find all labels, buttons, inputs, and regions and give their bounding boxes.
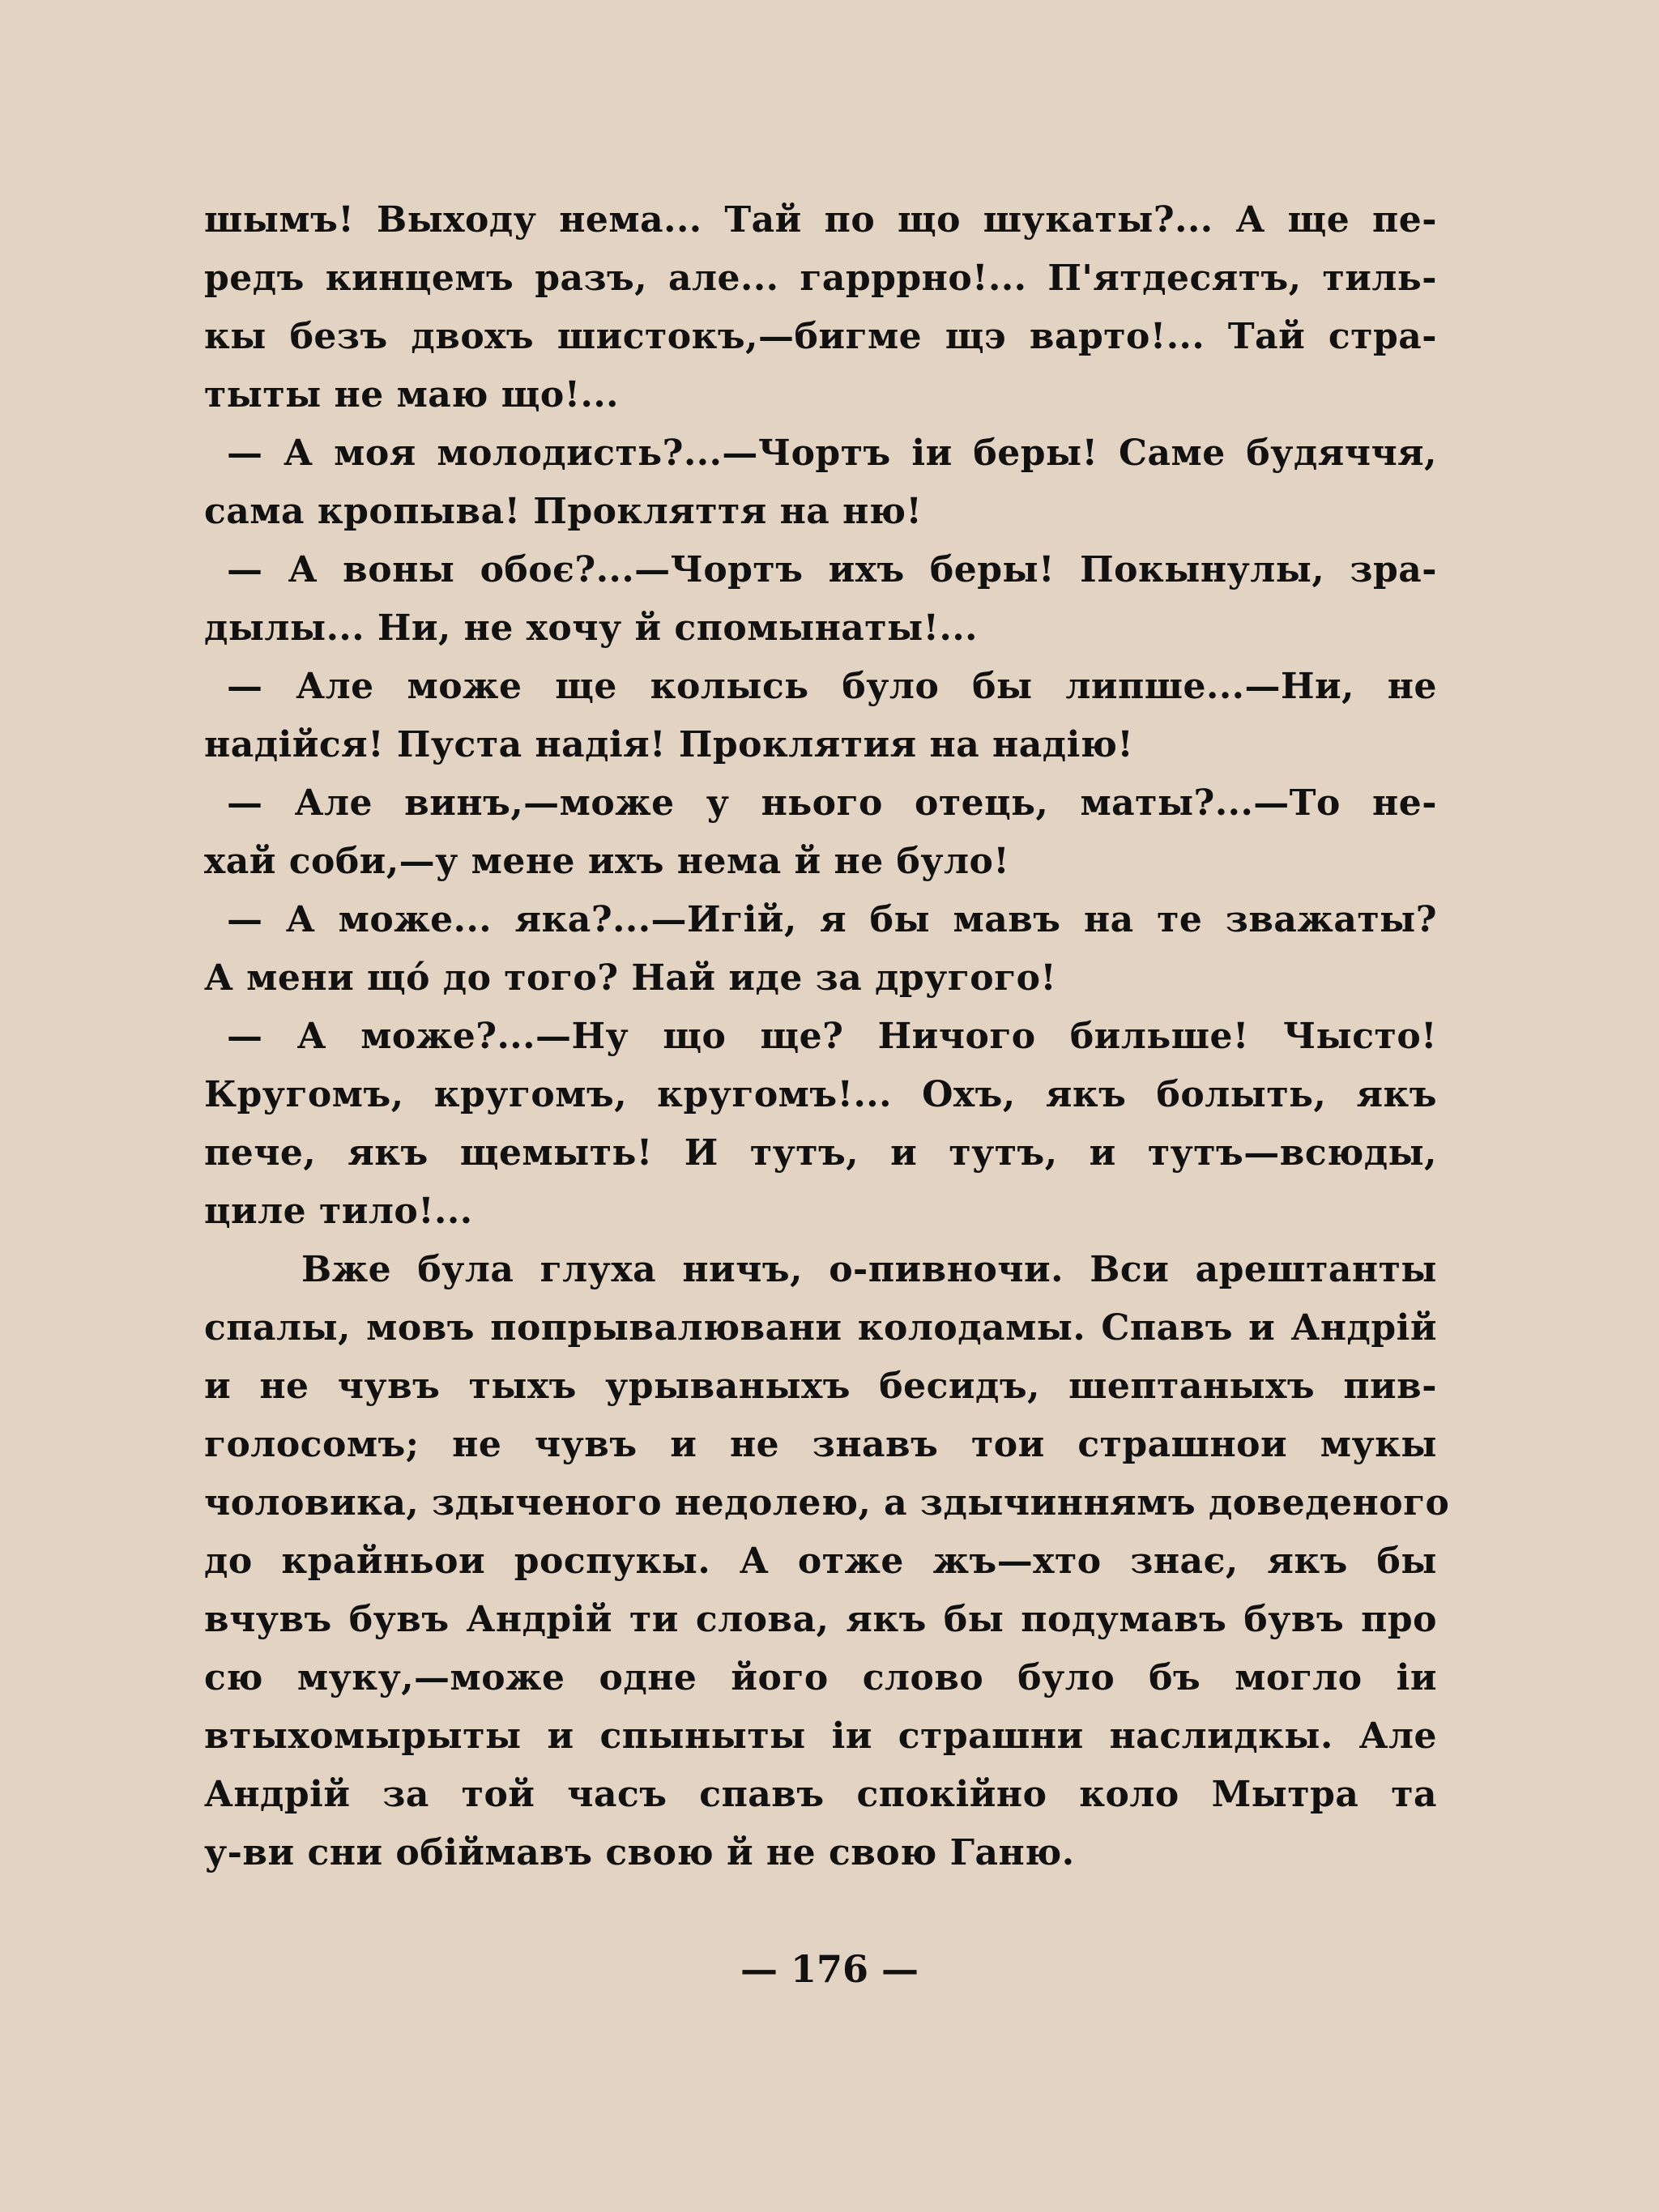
text-line: надійся! Пуста надія! Проклятия на надію! (204, 724, 1134, 765)
text-line: спалы, мовъ попрывалювани колодамы. Спавъ и Андрій (204, 1307, 1437, 1349)
text-line: Кругомъ, кругомъ, кругомъ!... Охъ, якъ болыть, якъ (204, 1074, 1437, 1115)
text-line: чоловика, здыченого недолею, а здычиннямъ доведеного (204, 1482, 1450, 1524)
text-line: тыты не маю що!... (204, 374, 619, 416)
text-line: — А може... яка?...—Игій, я бы мавъ на те зважаты? (227, 899, 1437, 940)
text-line: редъ кинцемъ разъ, але... гарррно!... П'ятдесятъ, тиль- (204, 258, 1437, 299)
text-line: дылы... Ни, не хочу й спомынаты!... (204, 607, 978, 649)
text-line: сама кропыва! Прокляття на ню! (204, 491, 923, 532)
text-line: Андрій за той часъ спавъ спокійно коло Мытра та (204, 1774, 1437, 1815)
text-line: А мени щó до того? Най иде за другого! (204, 957, 1057, 999)
text-line: до крайньои роспукы. А отже жъ—хто знає, якъ бы (204, 1541, 1437, 1582)
page-text (204, 191, 1450, 1882)
text-line: кы безъ двохъ шистокъ,—бигме щэ варто!... Тай стра- (204, 316, 1437, 357)
text-line: шымъ! Выходу нема... Тай по що шукаты?... А ще пе- (204, 199, 1437, 241)
text-line: циле тило!... (204, 1191, 473, 1232)
text-line: хай соби,—у мене ихъ нема й не було! (204, 841, 1010, 882)
text-line: — А моя молодисть?...—Чортъ іи беры! Саме будяччя, (227, 433, 1437, 474)
text-line: голосомъ; не чувъ и не знавъ тои страшнои мукы (204, 1424, 1437, 1465)
text-line: вчувъ бувъ Андрій ти слова, якъ бы подумавъ бувъ про (204, 1599, 1437, 1640)
text-line: втыхомырыты и спыныты іи страшни наслидкы. Але (204, 1715, 1437, 1757)
text-line: и не чувъ тыхъ урываныхъ бесидъ, шептаныхъ пив- (204, 1366, 1437, 1407)
text-line: Вже була глуха ничъ, о-пивночи. Вси арештанты (301, 1249, 1437, 1290)
text-line: — Але може ще колысь було бы липше...—Ни, не (227, 666, 1437, 707)
page-number: — 176 — (740, 1947, 919, 1991)
text-line: пече, якъ щемыть! И тутъ, и тутъ, и тутъ—всюды, (204, 1132, 1437, 1174)
text-line: сю муку,—може одне його слово було бъ могло іи (204, 1657, 1437, 1698)
text-line: — А воны обоє?...—Чортъ ихъ беры! Покынулы, зра- (227, 549, 1437, 590)
text-line: у-ви сни обіймавъ свою й не свою Ганю. (204, 1832, 1075, 1873)
text-line: — Але винъ,—може у нього отець, маты?...—То не- (227, 782, 1437, 824)
text-line: — А може?...—Ну що ще? Ничого бильше! Чысто! (227, 1016, 1437, 1057)
